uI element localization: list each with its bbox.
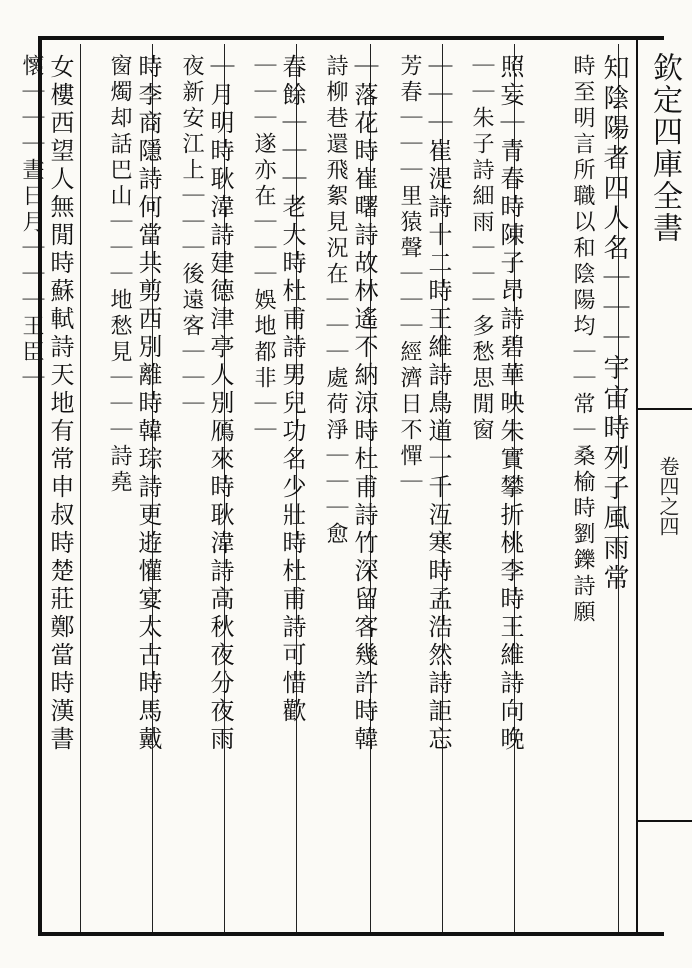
column-text: ｜｜｜崔湜詩十二時王維詩鳥道一千沍寒時孟浩然詩詎忘 (424, 54, 452, 754)
column-text: ｜落花時崔曙詩故林遙不納涼時杜甫詩竹深留客幾許時韓 (350, 54, 378, 754)
column-text: 照妄｜青春時陳子昂詩碧華映朱實攀折桃李時王維詩向晚 (496, 54, 524, 754)
volume-label: 卷四之四 (656, 456, 680, 536)
column-text: 芳春｜｜｜里猿聲｜｜｜經濟日不憚｜ (397, 54, 422, 496)
column-text: 懷｜｜｜晝日月｜｜｜王臣｜ (19, 54, 44, 392)
band-divider (638, 820, 692, 822)
column-text: ｜月明時耿湋詩建德津亭人別鴈來時耿湋詩高秋夜分夜雨 (206, 54, 234, 754)
text-column (88, 54, 136, 926)
column-text: 時李商隱詩何當共剪西別離時韓琮詩更逰懽宴太古時馬戴 (134, 54, 162, 754)
book-title: 欽定四庫全書 (647, 52, 682, 244)
column-text: 詩柳巷還飛絮見況在｜｜｜處荷淨｜｜｜愈 (323, 54, 348, 548)
fold-mark (638, 408, 692, 410)
column-text: ｜｜朱子詩細雨｜｜｜多愁思閒窗 (469, 54, 494, 444)
column-text: 時至明言所職以和陰陽均｜｜常｜桑榆時劉鑠詩願 (570, 54, 595, 626)
text-area (19, 44, 634, 932)
column-text: 窗燭却話巴山｜｜｜地愁見｜｜｜詩堯 (107, 54, 132, 496)
text-column (46, 54, 82, 926)
column-text: 夜新安江上｜｜｜後遠客｜｜｜ (179, 54, 204, 418)
margin-band (636, 36, 692, 936)
column-text: ｜｜｜遂亦在｜｜｜娛地都非｜｜ (251, 54, 276, 444)
text-column (18, 54, 48, 926)
text-column (552, 54, 600, 926)
column-text: 知陰陽者四人名｜｜｜宇宙時列子風雨常 (599, 54, 629, 594)
column-text: 春餘｜｜｜老大時杜甫詩男兒功名少壯時杜甫詩可惜歡 (278, 54, 306, 726)
column-text: 女樓西望人無閒時蘇軾詩天地有常申叔時楚莊鄭當時漢書 (46, 54, 74, 754)
